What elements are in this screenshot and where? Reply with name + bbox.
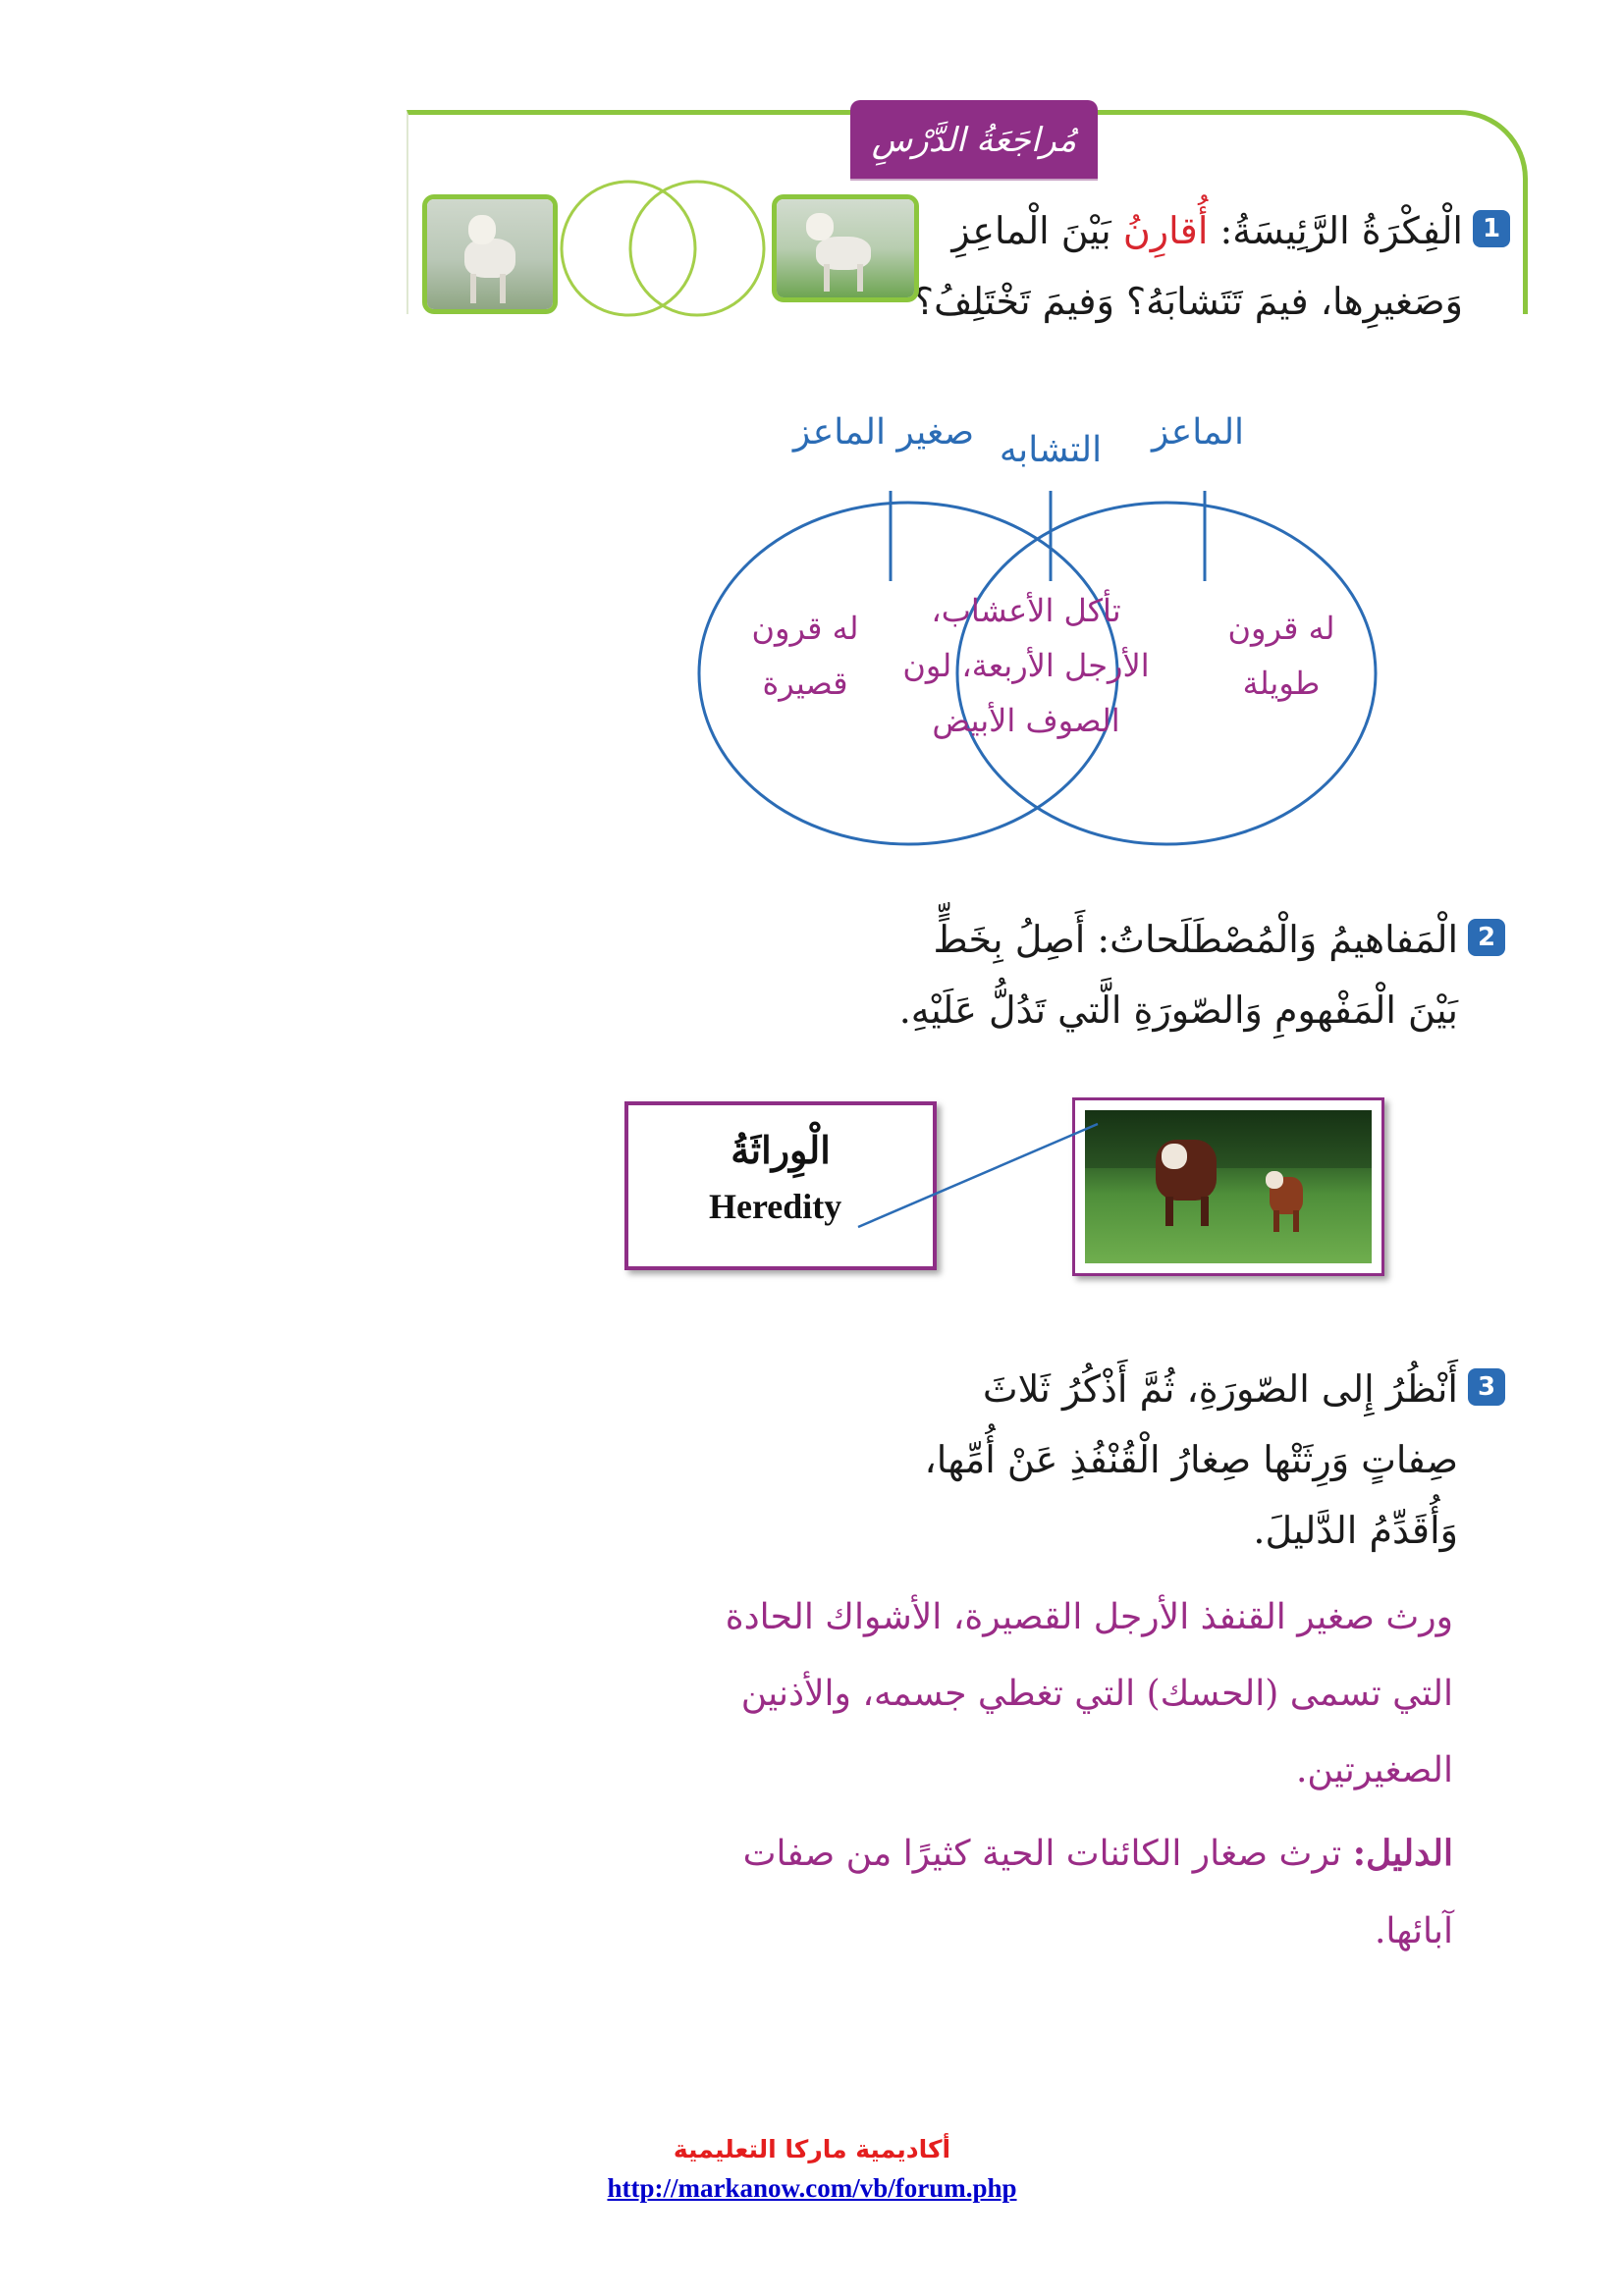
venn-label-goat: الماعز	[1151, 412, 1245, 453]
evidence-line1: الدليل: ترث صغار الكائنات الحية كثيرًا من صفات	[742, 1833, 1453, 1874]
venn-label-similarity: التشابه	[999, 430, 1103, 470]
review-title: مُراجَعَةُ الدَّرْسِ	[850, 100, 1098, 181]
venn-label-goat-kid: صغير الماعز	[792, 412, 975, 453]
venn-center-text: تأكل الأعشاب، الأرجل الأربعة، لون الصوف الأبيض	[902, 592, 1150, 739]
question-3-line2: صِفاتٍ وَرِثَتْها صِغارُ الْقُنْفُذِ عَنْ أُمِّها،	[924, 1438, 1458, 1481]
goat-kid-photo	[772, 194, 919, 302]
question-2-number: 2	[1468, 919, 1505, 956]
evidence-label: الدليل:	[1352, 1833, 1453, 1874]
adult-goat-photo	[422, 194, 558, 314]
question-1-number: 1	[1473, 210, 1510, 247]
heredity-arabic: الْوِراثَةُ	[731, 1128, 831, 1172]
compare-keyword: أُقارِنُ	[1122, 209, 1209, 252]
question-1-line1: الْفِكْرَةُ الرَّئِيسَةُ: أُقارِنُ بَيْنَ الْماعِزِ	[951, 209, 1463, 252]
question-2-line1: الْمَفاهيمُ وَالْمُصْطَلَحاتُ: أَصِلُ بِخَطٍّ	[933, 918, 1458, 961]
question-1-line2: وَصَغيرِها، فيمَ تَتَشابَهُ؟ وَفيمَ تَخْتَلِفُ؟	[913, 280, 1463, 323]
question-3-line1: أَنْظُرُ إِلى الصّورَةِ، ثُمَّ أَذْكُرُ ثَلاثَ	[982, 1367, 1458, 1411]
question-3-line3: وَأُقَدِّمُ الدَّليلَ.	[1253, 1509, 1458, 1552]
venn-right-text: له قرون طويلة	[1227, 610, 1335, 702]
answer-line2: التي تسمى (الحسك) التي تغطي جسمه، والأذنين	[740, 1674, 1453, 1714]
venn-left-text: له قرون قصيرة	[751, 610, 859, 702]
heredity-english: Heredity	[709, 1187, 842, 1226]
question-2-line2: بَيْنَ الْمَفْهومِ وَالصّورَةِ الَّتي تَدُلُّ عَلَيْهِ.	[898, 988, 1458, 1032]
header-venn-diagram	[550, 177, 785, 324]
answer-line1: ورث صغير القنفذ الأرجل القصيرة، الأشواك الحادة	[725, 1597, 1453, 1637]
evidence-line2: آبائها.	[1374, 1911, 1453, 1951]
footer-academy-name: أكاديمية ماركا التعليمية	[673, 2135, 951, 2163]
footer-forum-link[interactable]: http://markanow.com/vb/forum.php	[607, 2173, 1017, 2203]
answer-line3: الصغيرتين.	[1295, 1750, 1453, 1790]
cow-and-calf-photo	[1072, 1097, 1384, 1276]
heredity-concept-card	[624, 1101, 937, 1270]
question-3-number: 3	[1468, 1368, 1505, 1406]
